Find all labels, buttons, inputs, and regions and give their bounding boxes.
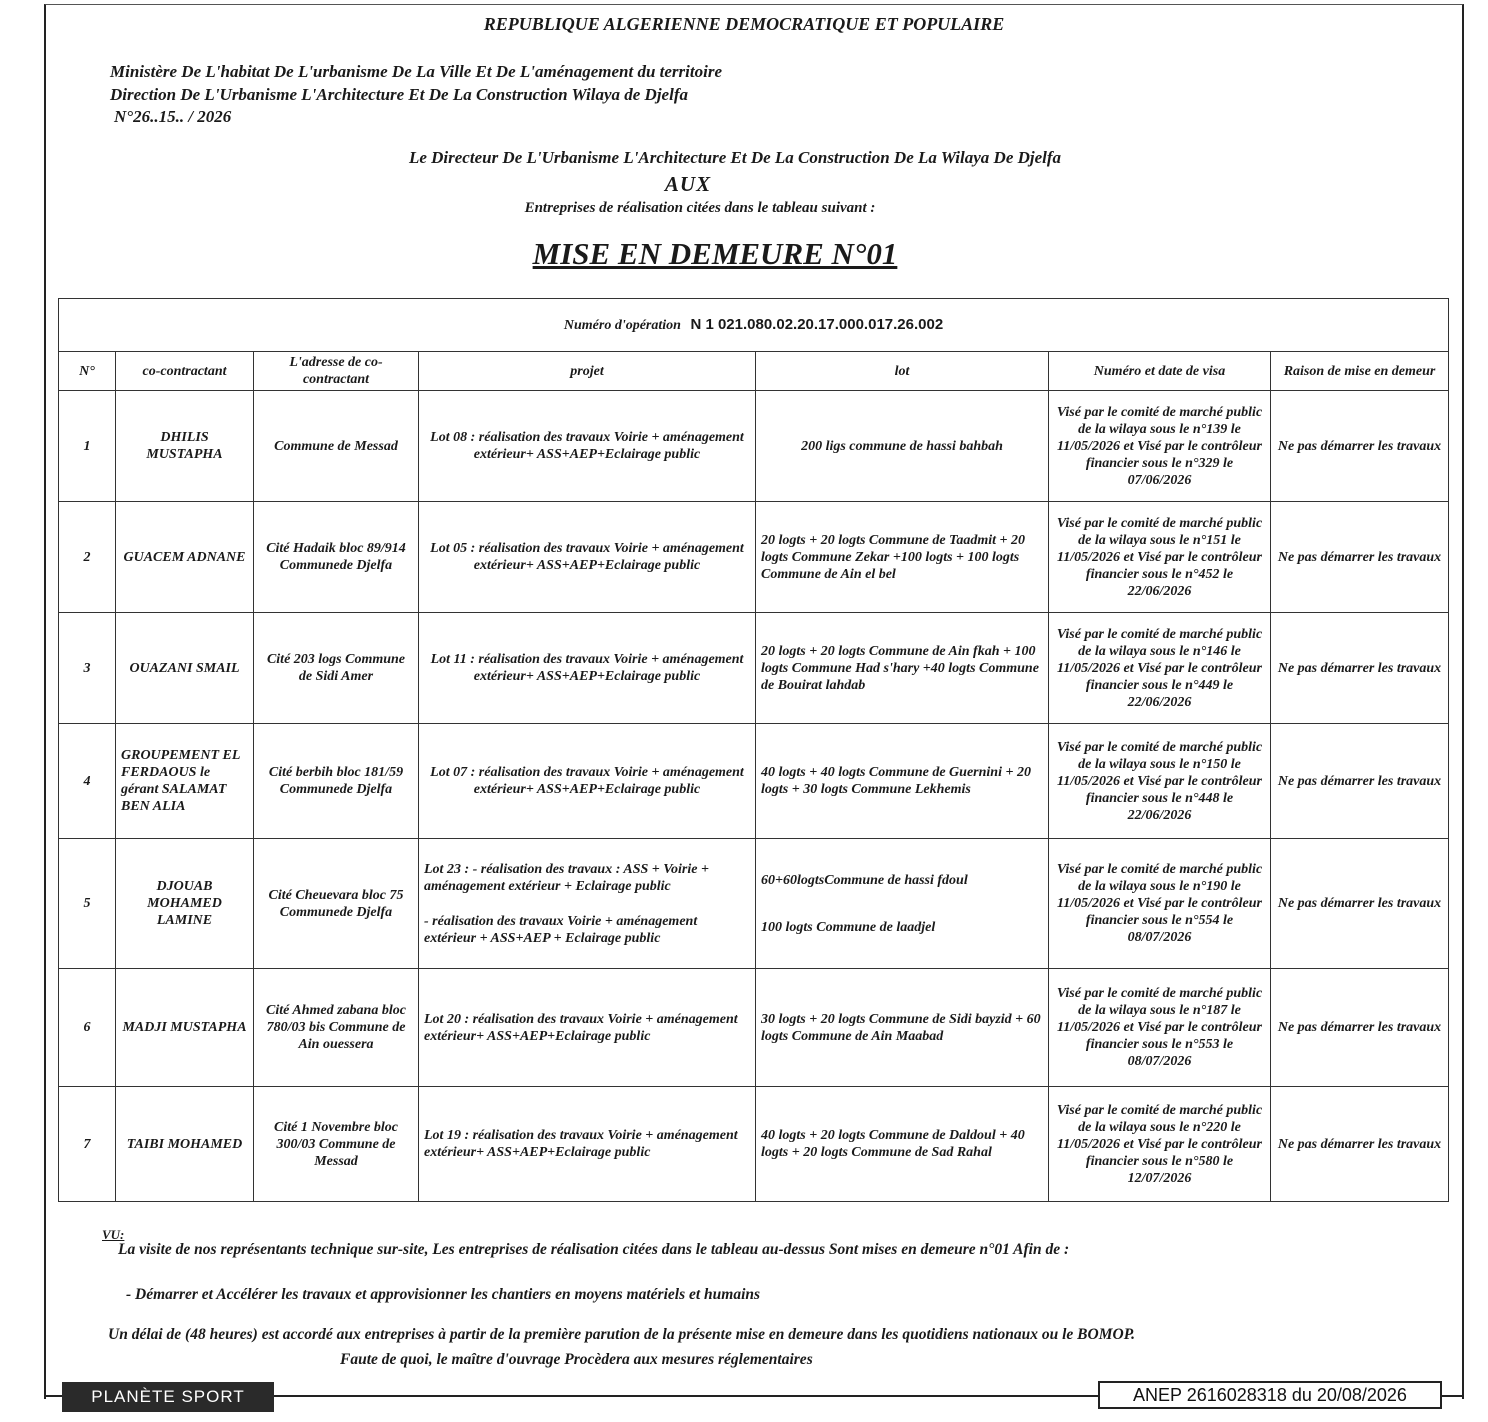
- lot-cell: [756, 969, 1049, 1087]
- director-line: Le Directeur De L'Urbanisme L'Architecture Et De La Construction De La Wilaya De Djelfa: [408, 148, 1062, 167]
- lot-cell: [756, 839, 1049, 969]
- reason-cell: Ne pas démarrer les travaux: [1271, 391, 1449, 502]
- table-row: [59, 391, 1449, 502]
- document-title: MISE EN DEMEURE N°01: [532, 236, 898, 271]
- operation-number: N 1 021.080.02.20.17.000.017.26.002: [690, 316, 944, 333]
- lot-text: 200 ligs commune de hassi bahbah: [801, 438, 1003, 454]
- lot-text: 40 logts + 40 logts Commune de Guernini + 20 logts + 30 logts Commune Lekhemis: [761, 765, 1031, 797]
- lot-text: 20 logts + 20 logts Commune de Ain fkah + 100 logts Commune Had s'hary +40 logts Commune de Bouirat lahdab: [761, 643, 1039, 693]
- header-project: projet: [419, 352, 756, 391]
- operation-label: Numéro d'opération: [563, 318, 681, 333]
- lot-cell: [756, 391, 1049, 502]
- row-number: 3: [59, 613, 116, 724]
- anep-reference: ANEP 2616028318 du 20/08/2026: [1098, 1381, 1442, 1409]
- contractor-address: Cité Cheuevara bloc 75 Communede Djelfa: [254, 839, 419, 969]
- reason-cell: Ne pas démarrer les travaux: [1271, 724, 1449, 839]
- reference-number: N°26..15.. / 2026: [114, 107, 232, 126]
- aux-heading: AUX: [664, 172, 712, 196]
- visa-cell: Visé par le comité de marché public de la wilaya sous le n°150 le 11/05/2026 et Visé par le contrôleur financier sous le n°448 le 22/06/2026: [1049, 724, 1271, 839]
- project-cell: [419, 1087, 756, 1202]
- reason-cell: Ne pas démarrer les travaux: [1271, 502, 1449, 613]
- reason-cell: Ne pas démarrer les travaux: [1271, 969, 1449, 1087]
- body-paragraph-measures: Faute de quoi, le maître d'ouvrage Procèdera aux mesures réglementaires: [340, 1351, 813, 1368]
- table-row: [59, 502, 1449, 613]
- visa-cell: Visé par le comité de marché public de la wilaya sous le n°151 le 11/05/2026 et Visé par le contrôleur financier sous le n°452 le 22/06/2026: [1049, 502, 1271, 613]
- row-number: 7: [59, 1087, 116, 1202]
- contractor-address: Cité berbih bloc 181/59 Communede Djelfa: [254, 724, 419, 839]
- lot-cell: [756, 724, 1049, 839]
- project-cell: [419, 839, 756, 969]
- contractor-name: MADJI MUSTAPHA: [116, 969, 254, 1087]
- header-reason: Raison de mise en demeur: [1271, 352, 1449, 391]
- newspaper-section-label: PLANÈTE SPORT: [62, 1382, 274, 1412]
- row-number: 1: [59, 391, 116, 502]
- project-text: Lot 20 : réalisation des travaux Voirie + aménagement extérieur+ ASS+AEP+Eclairage public: [424, 1011, 738, 1044]
- project-cell: [419, 724, 756, 839]
- header-address: L'adresse de co-contractant: [254, 352, 419, 391]
- lot-text: 40 logts + 20 logts Commune de Daldoul + 40 logts + 20 logts Commune de Sad Rahal: [761, 1128, 1025, 1160]
- table-row: [59, 1087, 1449, 1202]
- project-text: Lot 23 : - réalisation des travaux : ASS + Voirie + aménagement extérieur + Eclairage public: [424, 861, 709, 894]
- project-text: - réalisation des travaux Voirie + aménagement extérieur + ASS+AEP + Eclairage public: [424, 913, 698, 946]
- header-lot: lot: [756, 352, 1049, 391]
- row-number: 4: [59, 724, 116, 839]
- project-cell: [419, 613, 756, 724]
- vu-label: VU:: [102, 1227, 125, 1242]
- visa-cell: Visé par le comité de marché public de la wilaya sous le n°146 le 11/05/2026 et Visé par le contrôleur financier sous le n°449 le 22/06/2026: [1049, 613, 1271, 724]
- table-row: [59, 724, 1449, 839]
- lot-text: 20 logts + 20 logts Commune de Taadmit + 20 logts Commune Zekar +100 logts + 100 logts Commune de Ain el bel: [761, 532, 1025, 582]
- body-paragraph-start-works: - Démarrer et Accélérer les travaux et approvisionner les chantiers en moyens matériels et humains: [126, 1286, 761, 1303]
- project-text: Lot 19 : réalisation des travaux Voirie + aménagement extérieur+ ASS+AEP+Eclairage public: [424, 1128, 738, 1160]
- body-paragraph-visit: La visite de nos représentants technique sur-site, Les entreprises de réalisation citées dans le tableau au-dessus Sont mises en demeure n°01 Afin de :: [118, 1241, 1070, 1258]
- visa-cell: Visé par le comité de marché public de la wilaya sous le n°220 le 11/05/2026 et Visé par le contrôleur financier sous le n°580 le 12/07/2026: [1049, 1087, 1271, 1202]
- reason-cell: Ne pas démarrer les travaux: [1271, 613, 1449, 724]
- table-row: [59, 969, 1449, 1087]
- table-header: [59, 352, 1449, 391]
- contractor-address: Commune de Messad: [254, 391, 419, 502]
- project-text: Lot 07 : réalisation des travaux Voirie + aménagement extérieur+ ASS+AEP+Eclairage public: [430, 765, 744, 797]
- direction-line: Direction De L'Urbanisme L'Architecture Et De La Construction Wilaya de Djelfa: [110, 85, 688, 104]
- visa-cell: Visé par le comité de marché public de la wilaya sous le n°187 le 11/05/2026 et Visé par le contrôleur financier sous le n°553 le 08/07/2026: [1049, 969, 1271, 1087]
- contractor-name: OUAZANI SMAIL: [116, 613, 254, 724]
- project-text: Lot 08 : réalisation des travaux Voirie + aménagement extérieur+ ASS+AEP+Eclairage public: [430, 430, 744, 462]
- project-text: Lot 05 : réalisation des travaux Voirie + aménagement extérieur+ ASS+AEP+Eclairage public: [430, 541, 744, 573]
- header-visa: Numéro et date de visa: [1049, 352, 1271, 391]
- contractor-address: Cité 1 Novembre bloc 300/03 Commune de Messad: [254, 1087, 419, 1202]
- contractor-name: DHILIS MUSTAPHA: [116, 391, 254, 502]
- lot-cell: [756, 613, 1049, 724]
- lot-cell: [756, 502, 1049, 613]
- contractor-address: Cité Hadaik bloc 89/914 Communede Djelfa: [254, 502, 419, 613]
- row-number: 5: [59, 839, 116, 969]
- contractor-name: DJOUAB MOHAMED LAMINE: [116, 839, 254, 969]
- header-n: N°: [59, 352, 116, 391]
- project-text: Lot 11 : réalisation des travaux Voirie + aménagement extérieur+ ASS+AEP+Eclairage public: [430, 652, 744, 684]
- contractor-address: Cité 203 logs Commune de Sidi Amer: [254, 613, 419, 724]
- reason-cell: Ne pas démarrer les travaux: [1271, 839, 1449, 969]
- reason-cell: Ne pas démarrer les travaux: [1271, 1087, 1449, 1202]
- operation-row: [59, 299, 1449, 352]
- contractor-name: GROUPEMENT EL FERDAOUS le gérant SALAMAT BEN ALIA: [116, 724, 254, 839]
- lot-text: 30 logts + 20 logts Commune de Sidi bayzid + 60 logts Commune de Ain Maabad: [761, 1011, 1041, 1044]
- visa-cell: Visé par le comité de marché public de la wilaya sous le n°139 le 11/05/2026 et Visé par le contrôleur financier sous le n°329 le 07/06/2026: [1049, 391, 1271, 502]
- contractor-name: GUACEM ADNANE: [116, 502, 254, 613]
- contractor-address: Cité Ahmed zabana bloc 780/03 bis Commune de Ain ouessera: [254, 969, 419, 1087]
- visa-cell: Visé par le comité de marché public de la wilaya sous le n°190 le 11/05/2026 et Visé par le contrôleur financier sous le n°554 le 08/07/2026: [1049, 839, 1271, 969]
- republic-heading: REPUBLIQUE ALGERIENNE DEMOCRATIQUE ET POPULAIRE: [483, 14, 1005, 34]
- lot-text: 100 logts Commune de laadjel: [761, 919, 936, 935]
- entreprises-line: Entreprises de réalisation citées dans le tableau suivant :: [524, 200, 876, 216]
- project-cell: [419, 502, 756, 613]
- lot-cell: [756, 1087, 1049, 1202]
- lot-text: 60+60logtsCommune de hassi fdoul: [761, 872, 968, 888]
- ministry-line: Ministère De L'habitat De L'urbanisme De La Ville Et De L'aménagement du territoire: [110, 62, 722, 81]
- project-cell: [419, 969, 756, 1087]
- row-number: 2: [59, 502, 116, 613]
- project-cell: [419, 391, 756, 502]
- table-row: [59, 839, 1449, 969]
- header-contractor: co-contractant: [116, 352, 254, 391]
- contractor-name: TAIBI MOHAMED: [116, 1087, 254, 1202]
- row-number: 6: [59, 969, 116, 1087]
- contractors-table: [58, 298, 1449, 1202]
- table-row: [59, 613, 1449, 724]
- body-paragraph-deadline: Un délai de (48 heures) est accordé aux entreprises à partir de la première parution de la présente mise en demeure dans les quotidiens nationaux ou le BOMOP.: [108, 1326, 1136, 1343]
- operation-cell: [59, 299, 1449, 352]
